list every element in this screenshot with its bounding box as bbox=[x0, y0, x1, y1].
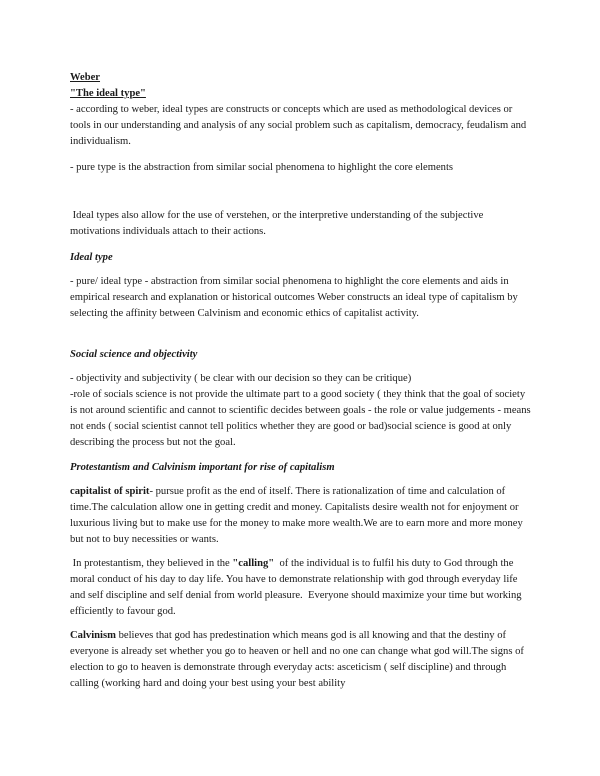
protestantism-heading: Protestantism and Calvinism important for rise of capitalism bbox=[70, 462, 335, 473]
capitalist-spirit-paragraph bbox=[70, 484, 532, 548]
role-of-social-science-paragraph: -role of socials science is not provide the ultimate part to a good society ( they think that the goal of society is not around scientific and cannot to scientific decides between goals - the role or value judgements - means not ends ( social scientist cannot tell politics whether they are good or bad)social science is good at only describing the process but not the goal. bbox=[70, 389, 531, 448]
calling-term: "calling" bbox=[232, 558, 275, 569]
objectivity-line: - objectivity and subjectivity ( be clear with our decision so they can be critique) bbox=[70, 373, 412, 384]
calvinism-term: Calvinism bbox=[70, 630, 116, 641]
document-title: Weber bbox=[70, 72, 101, 83]
intro-definition: ideal types are constructs or concepts which are used as methodological devices or tools in our understanding and analysis of any social problem such as capitalism, democracy, feudalism and individualism. bbox=[70, 104, 527, 147]
intro-prefix: - according to weber, bbox=[70, 104, 163, 115]
social-science-heading: Social science and objectivity bbox=[70, 349, 198, 360]
pure-type-paragraph: - pure type is the abstraction from similar social phenomena to highlight the core elements bbox=[70, 162, 454, 173]
calvinism-body: believes that god has predestination which means god is all knowing and that the destiny of everyone is already set whether you go to heaven or hell and no one can change what god will.The signs of election to go to heaven is demonstrate through everyday acts: asceticism ( self discipline) and through calling (working hard and doing your best using your best ability bbox=[70, 630, 524, 689]
calling-paragraph bbox=[70, 556, 532, 620]
document-subtitle: "The ideal type" bbox=[70, 88, 146, 99]
calling-body: of the individual is to fulfil his duty to God through the moral conduct of his day to day life. You have to demonstrate relationship with god through everyday life and self discipline and self denial from world pleasure. Everyone should maximize your time but working efficiently to favour god. bbox=[70, 558, 525, 617]
capitalist-spirit-term: capitalist of spirit bbox=[70, 486, 150, 497]
intro-paragraph bbox=[70, 102, 532, 150]
title-block bbox=[70, 70, 532, 150]
calling-intro: In protestantism, they believed in the bbox=[70, 558, 233, 569]
capitalist-spirit-body: - pursue profit as the end of itself. There is rationalization of time and calculation of time.The calculation allow one in getting credit and money. Capitalists desire wealth not for enjoyment or luxurious living but to make use for the money to make more wealth.We are to earn more and more money but not to buy necessities or wants. bbox=[70, 486, 523, 545]
ideal-type-heading: Ideal type bbox=[70, 252, 113, 263]
verstehen-paragraph: Ideal types also allow for the use of verstehen, or the interpretive understanding of the subjective motivations individuals attach to their actions. bbox=[70, 210, 486, 237]
ideal-type-paragraph: - pure/ ideal type - abstraction from similar social phenomena to highlight the core elements and aids in empirical research and explanation or historical outcomes Weber constructs an ideal type of capitalism by selecting the affinity between Calvinism and economic ethics of capitalist activity. bbox=[70, 276, 518, 319]
calvinism-paragraph bbox=[70, 628, 532, 692]
